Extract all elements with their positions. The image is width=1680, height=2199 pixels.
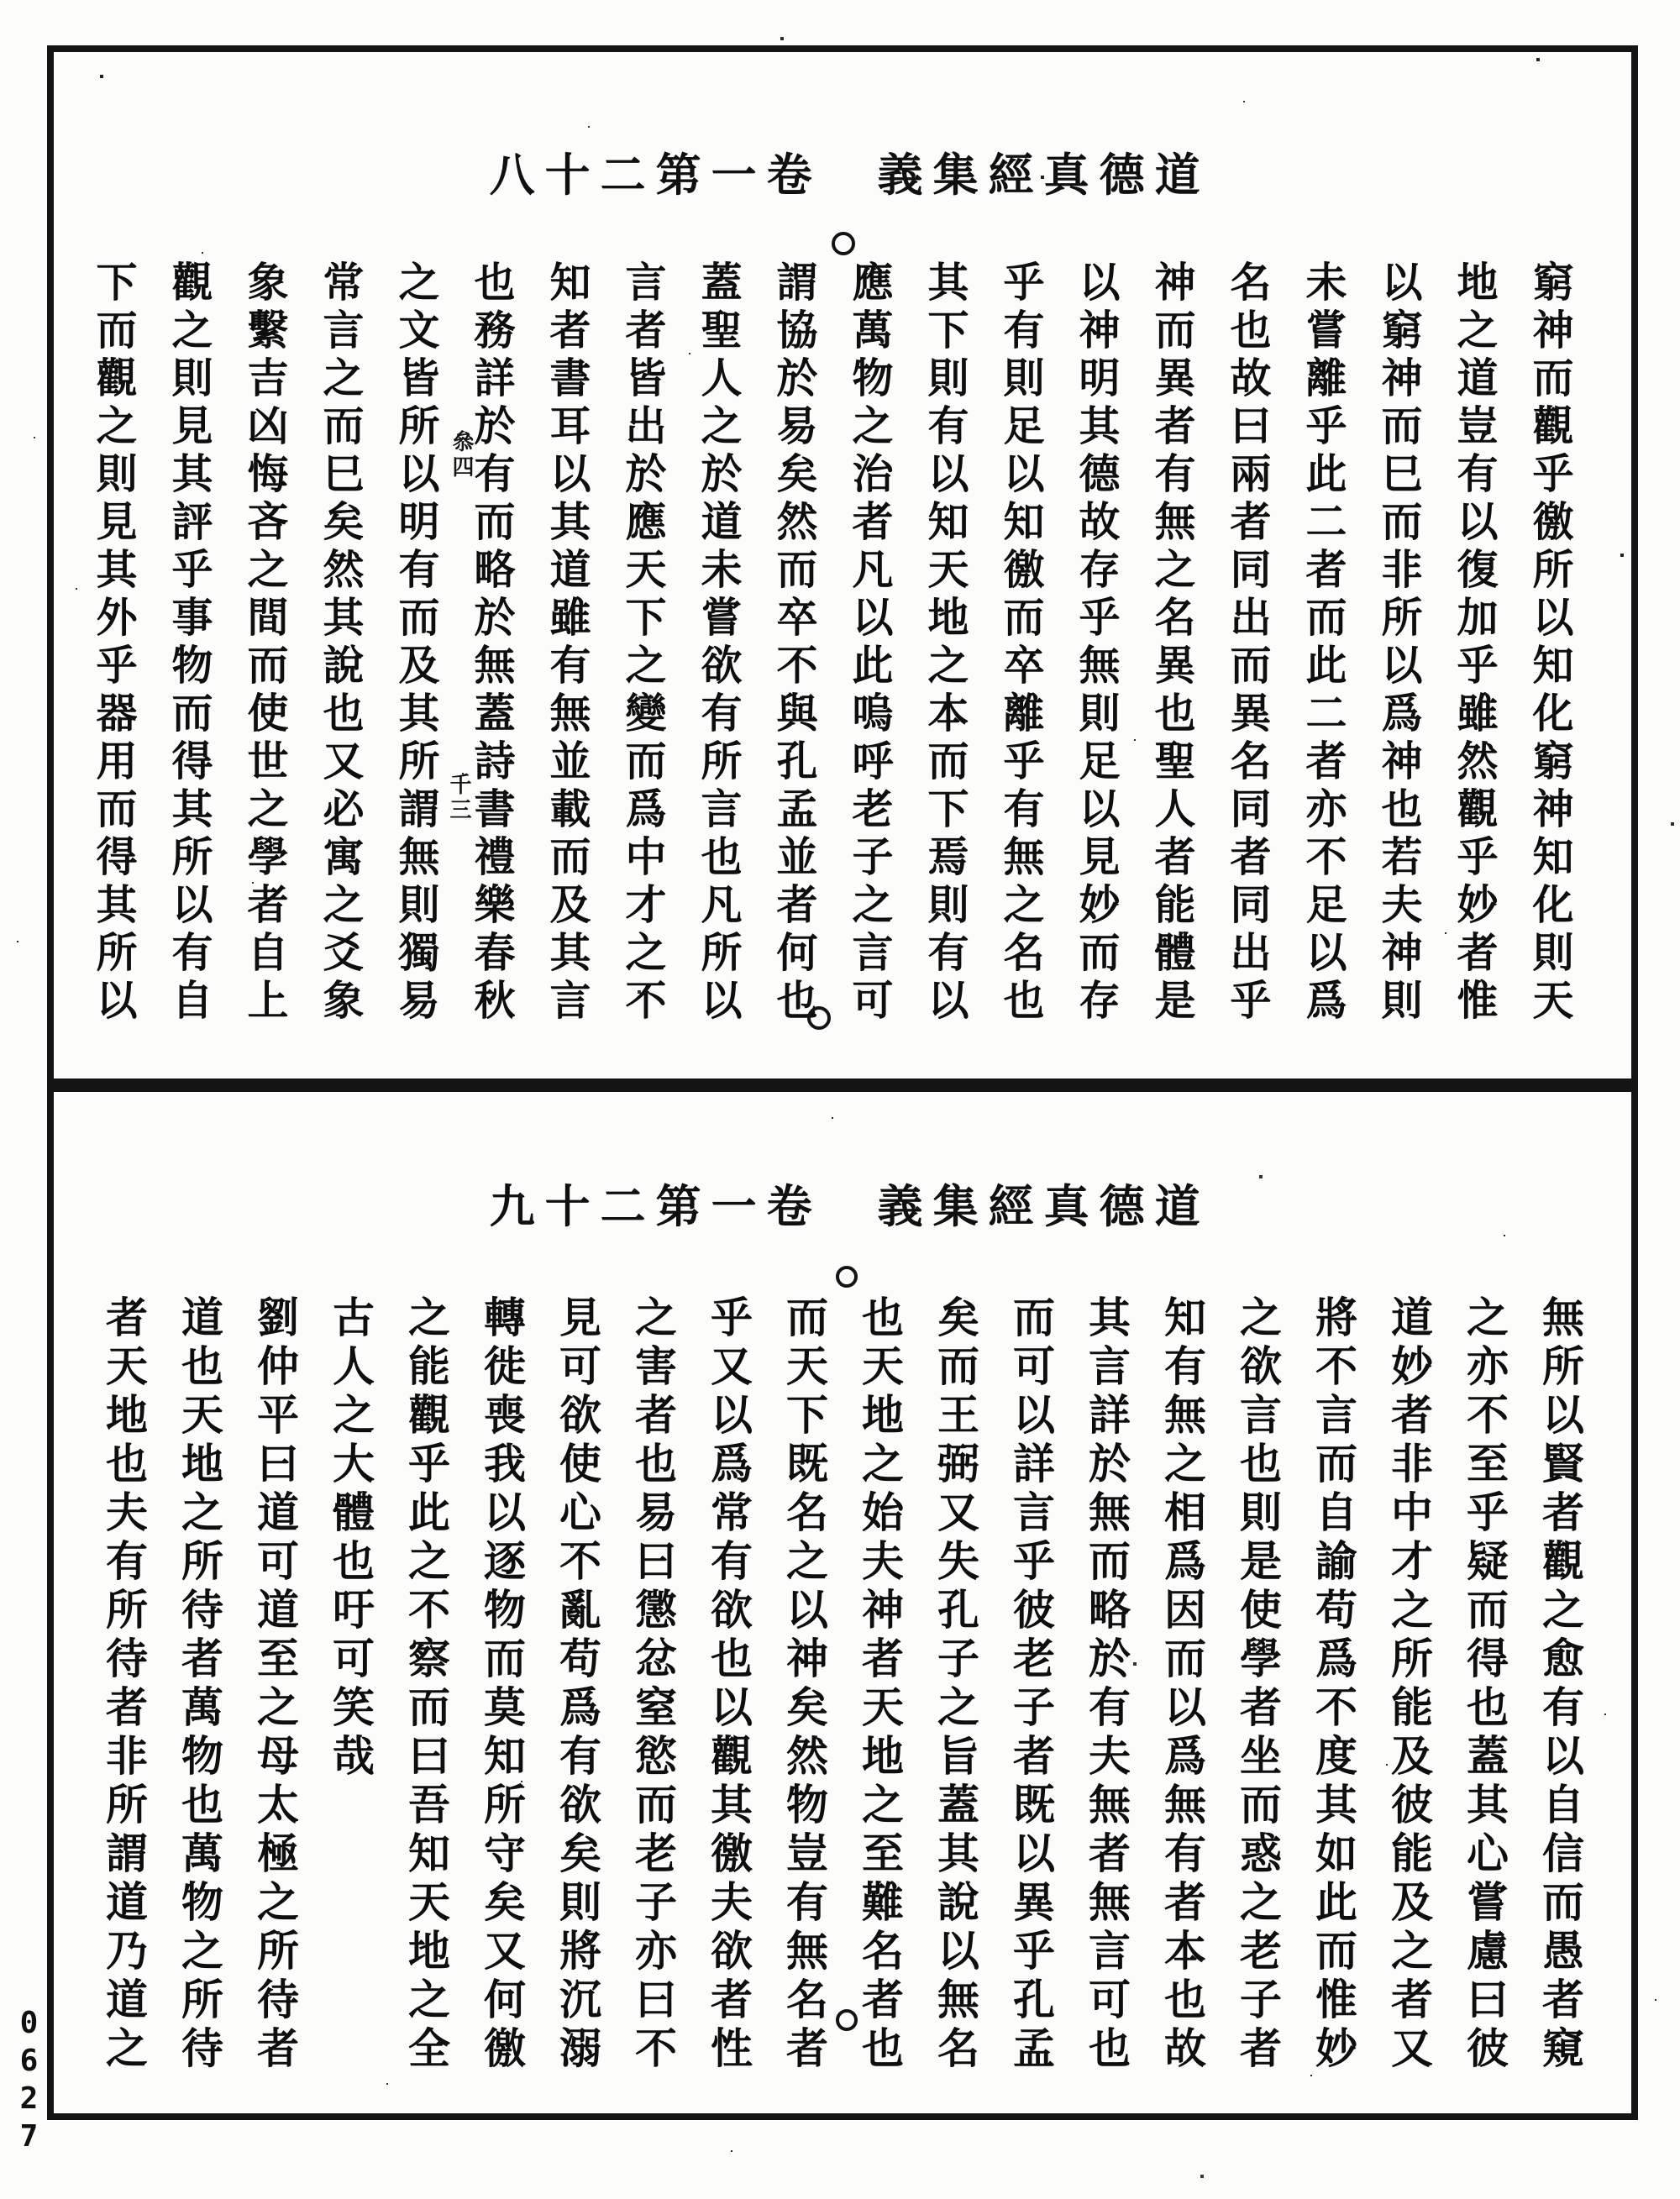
text-column: 而天下既名之以神矣然物豈有無名者 bbox=[780, 1295, 828, 2075]
margin-note: 叅四 bbox=[449, 430, 474, 480]
text-column: 也天地之始夫神者天地之至難名者也 bbox=[855, 1295, 904, 2075]
text-column: 知者書耳以其道雖有無並載而及其言 bbox=[543, 260, 591, 1026]
text-column: 以窮神而巳而非所以爲神也若夫神則 bbox=[1375, 260, 1423, 1026]
text-column: 道妙者非中才之所能及彼能及之者又 bbox=[1384, 1295, 1433, 2075]
text-column: 轉徙喪我以逐物而莫知所守矣又何徼 bbox=[477, 1295, 526, 2075]
text-column: 地之道豈有以復加乎雖然觀乎妙者惟 bbox=[1451, 260, 1499, 1026]
text-column: 者天地也夫有所待者非所謂道乃道之 bbox=[99, 1295, 148, 2075]
top-panel-header: 八十二第一卷 義集經真德道 bbox=[489, 149, 1210, 202]
text-column: 見可欲使心不亂苟爲有欲矣則將沉溺 bbox=[553, 1295, 601, 2075]
text-column: 之能觀乎此之不察而曰吾知天地之全 bbox=[402, 1295, 450, 2075]
text-column: 之害者也易曰懲忿窒慾而老子亦曰不 bbox=[628, 1295, 677, 2075]
text-column: 觀之則見其評乎事物而得其所以有自 bbox=[165, 260, 213, 1026]
bottom-panel-text bbox=[86, 1295, 1598, 2085]
text-column: 下而觀之則見其外乎器用而得其所以 bbox=[90, 260, 138, 1026]
text-column: 蓋聖人之於道未嘗欲有所言也凡所以 bbox=[695, 260, 743, 1026]
text-column: 道也天地之所待者萬物也萬物之所待 bbox=[175, 1295, 223, 2075]
top-panel-text bbox=[76, 260, 1588, 1043]
text-column: 也務詳於有而略於無蓋詩書禮樂春秋 bbox=[468, 260, 516, 1026]
text-column: 謂協於易矣然而卒不與孔孟並者何也 bbox=[770, 260, 818, 1026]
text-column: 名也故曰兩者同出而異名同者同出乎 bbox=[1224, 260, 1272, 1026]
bottom-panel-header: 九十二第一卷 義集經真德道 bbox=[489, 1180, 1210, 1233]
text-column: 之文皆所以明有而及其所謂無則獨易 bbox=[392, 260, 440, 1026]
text-column: 無所以賢者觀之愈有以自信而愚者窺 bbox=[1536, 1295, 1584, 2075]
text-column: 窮神而觀乎徼所以知化窮神知化則天 bbox=[1526, 260, 1574, 1026]
fold-mark-circle bbox=[836, 2009, 858, 2031]
text-column: 以神明其德故存乎無則足以見妙而存 bbox=[1073, 260, 1121, 1026]
fold-mark-circle bbox=[832, 232, 855, 255]
text-column: 言者皆出於應天下之變而爲中才之不 bbox=[619, 260, 667, 1026]
page-number: 0627 bbox=[12, 2006, 46, 2157]
text-column: 常言之而巳矣然其說也又必寓之爻象 bbox=[317, 260, 365, 1026]
text-column: 古人之大體也吁可笑哉 bbox=[326, 1295, 375, 1782]
fold-mark-circle bbox=[836, 1266, 858, 1288]
text-column: 劉仲平曰道可道至之母太極之所待者 bbox=[250, 1295, 299, 2075]
scan-noise bbox=[0, 0, 2, 2]
bottom-panel bbox=[47, 1085, 1638, 2120]
top-panel bbox=[47, 45, 1638, 1085]
fold-mark-circle bbox=[807, 1006, 831, 1030]
margin-note: 千三 bbox=[446, 773, 471, 823]
text-column: 知有無之相爲因而以爲無有者本也故 bbox=[1158, 1295, 1206, 2075]
text-column: 將不言而自諭苟爲不度其如此而惟妙 bbox=[1309, 1295, 1357, 2075]
text-column: 之欲言也則是使學者坐而惑之老子者 bbox=[1233, 1295, 1282, 2075]
text-column: 乎有則足以知徼而卒離乎有無之名也 bbox=[997, 260, 1045, 1026]
text-column: 其言詳於無而略於有夫無者無言可也 bbox=[1082, 1295, 1131, 2075]
text-column: 矣而王弼又失孔子之旨蓋其說以無名 bbox=[931, 1295, 979, 2075]
text-column: 之亦不至乎疑而得也蓋其心嘗慮曰彼 bbox=[1460, 1295, 1509, 2075]
text-column: 應萬物之治者凡以此嗚呼老子之言可 bbox=[846, 260, 894, 1026]
text-column: 象繫吉凶悔吝之間而使世之學者自上 bbox=[241, 260, 289, 1026]
text-column: 乎又以爲常有欲也以觀其徼夫欲者性 bbox=[704, 1295, 753, 2075]
text-column: 而可以詳言乎彼老子者既以異乎孔孟 bbox=[1006, 1295, 1055, 2075]
text-column: 神而異者有無之名異也聖人者能體是 bbox=[1148, 260, 1196, 1026]
text-column: 未嘗離乎此二者而此二者亦不足以爲 bbox=[1299, 260, 1347, 1026]
text-column: 其下則有以知天地之本而下焉則有以 bbox=[921, 260, 969, 1026]
